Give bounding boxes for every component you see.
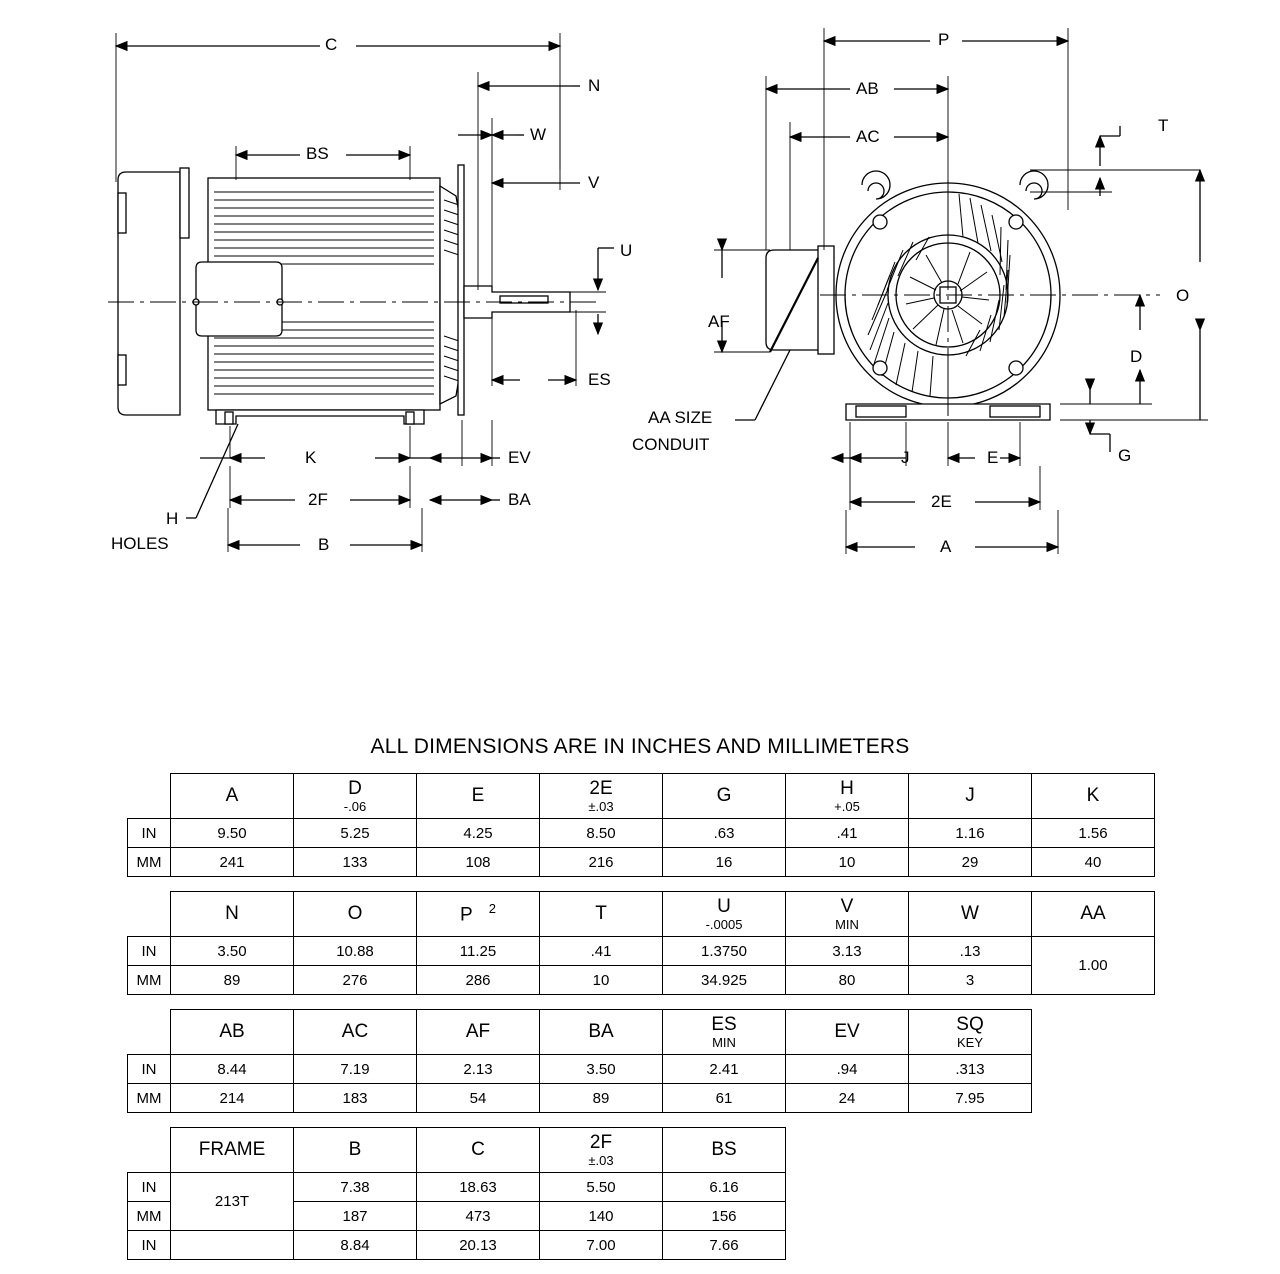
col-header-BA (540, 1010, 663, 1055)
cell-D-in: 5.25 (294, 819, 417, 848)
col-header-B-main: B (348, 1139, 362, 1160)
cell-SQKEY-in: .313 (909, 1055, 1032, 1084)
col-header-FRAME-main: FRAME (198, 1139, 266, 1160)
unit-label-mm: MM (128, 1084, 171, 1113)
cell-AF-mm: 54 (417, 1084, 540, 1113)
col-header-G (663, 774, 786, 819)
col-header-P-note: 2 (488, 901, 496, 917)
dimension-label-AB: AB (856, 79, 879, 98)
table-row (128, 1055, 1032, 1084)
col-header-P (417, 892, 540, 937)
col-header-U (663, 892, 786, 937)
table-row (128, 937, 1155, 966)
table-row (128, 966, 1155, 995)
col-header-2F-sub: ±.03 (588, 1153, 614, 1169)
unit-corner-cell (128, 774, 171, 819)
col-header-ES-main: ES (711, 1014, 737, 1036)
dimension-label-J: J (901, 448, 910, 467)
col-header-SQ-main: SQ (956, 1014, 984, 1036)
dimension-label-2E: 2E (931, 492, 952, 511)
col-header-U-main: U (717, 896, 731, 918)
col-header-AB (171, 1010, 294, 1055)
col-header-AA (1032, 892, 1155, 937)
dimension-label-D: D (1130, 347, 1143, 366)
cell-N-in: 3.50 (171, 937, 294, 966)
dimension-tables (0, 735, 1280, 1274)
col-header-EV-main: EV (834, 1021, 860, 1042)
col-header-T (540, 892, 663, 937)
cell-W-mm: 3 (909, 966, 1032, 995)
cell-K-in: 1.56 (1032, 819, 1155, 848)
unit-label-mm: MM (128, 966, 171, 995)
cell-BA-in: 3.50 (540, 1055, 663, 1084)
cell-C-in-row1: 18.63 (417, 1173, 540, 1202)
col-header-K-main: K (1086, 785, 1100, 806)
cell-C-in-row2: 20.13 (417, 1231, 540, 1260)
cell-SQKEY-mm: 7.95 (909, 1084, 1032, 1113)
cell-AC-mm: 183 (294, 1084, 417, 1113)
dimension-label-BA: BA (508, 490, 531, 509)
dimension-label-holes: HOLES (111, 534, 169, 553)
cell-AA-value: 1.00 (1032, 937, 1155, 995)
dimension-label-ES: ES (588, 370, 611, 389)
dimension-label-BS: BS (306, 144, 329, 163)
dimension-label-conduit: CONDUIT (632, 435, 710, 454)
col-header-BS-main: BS (711, 1139, 737, 1160)
dimension-label-aa-size: AA SIZE (648, 408, 713, 427)
table-row (128, 848, 1155, 877)
dimension-label-B: B (318, 535, 330, 554)
col-header-H-main: H (840, 778, 854, 800)
col-header-D-sub: -.06 (343, 799, 367, 815)
cell-J-in: 1.16 (909, 819, 1032, 848)
col-header-W (909, 892, 1032, 937)
col-header-B (294, 1128, 417, 1173)
col-header-E (417, 774, 540, 819)
cell-V-in: 3.13 (786, 937, 909, 966)
cell-O-in: 10.88 (294, 937, 417, 966)
dimension-table-3 (127, 1009, 1032, 1113)
col-header-W-main: W (961, 903, 979, 924)
cell-P-in: 11.25 (417, 937, 540, 966)
cell-A-mm: 241 (171, 848, 294, 877)
table-row (128, 1084, 1032, 1113)
dimension-label-G: G (1118, 446, 1132, 465)
table-header-row (128, 774, 1155, 819)
col-header-2E-main: 2E (589, 778, 613, 800)
dimension-table-2 (127, 891, 1155, 995)
cell-B-in-row1: 7.38 (294, 1173, 417, 1202)
col-header-2E (540, 774, 663, 819)
cell-P-mm: 286 (417, 966, 540, 995)
dimension-label-EV: EV (508, 448, 531, 467)
table-row (128, 1231, 786, 1260)
dimension-table-1 (127, 773, 1155, 877)
cell-2F-in-row1: 5.50 (540, 1173, 663, 1202)
col-header-J-main: J (965, 785, 975, 806)
col-header-P-main: P (460, 904, 473, 926)
col-header-D-main: D (348, 778, 362, 800)
col-header-C (417, 1128, 540, 1173)
cell-N-mm: 89 (171, 966, 294, 995)
col-header-D (294, 774, 417, 819)
cell-frame-row2 (171, 1231, 294, 1260)
cell-B-mm-row1: 187 (294, 1202, 417, 1231)
col-header-H-sub: +.05 (834, 799, 860, 815)
cell-U-mm: 34.925 (663, 966, 786, 995)
dimension-label-W: W (530, 125, 547, 144)
cell-H-in: .41 (786, 819, 909, 848)
dimension-label-E: E (987, 448, 999, 467)
col-header-EV (786, 1010, 909, 1055)
col-header-E-main: E (471, 785, 485, 806)
dimension-label-AF: AF (708, 312, 730, 331)
col-header-O-main: O (347, 903, 363, 924)
tables-title: ALL DIMENSIONS ARE IN INCHES AND MILLIMETERS (370, 735, 910, 758)
col-header-2F-main: 2F (589, 1132, 613, 1154)
cell-EV-mm: 24 (786, 1084, 909, 1113)
cell-D-mm: 133 (294, 848, 417, 877)
unit-label-in: IN (128, 1055, 171, 1084)
col-header-J (909, 774, 1032, 819)
unit-corner-cell (128, 892, 171, 937)
col-header-AF-main: AF (465, 1021, 491, 1042)
cell-AB-mm: 214 (171, 1084, 294, 1113)
cell-BS-in-row1: 6.16 (663, 1173, 786, 1202)
dimension-label-T: T (1158, 116, 1169, 135)
dimension-table-4 (127, 1127, 786, 1260)
cell-O-mm: 276 (294, 966, 417, 995)
cell-B-in-row2: 8.84 (294, 1231, 417, 1260)
cell-T-mm: 10 (540, 966, 663, 995)
dimension-label-2F: 2F (308, 490, 328, 509)
cell-K-mm: 40 (1032, 848, 1155, 877)
unit-label-mm: MM (128, 848, 171, 877)
cell-BS-mm-row1: 156 (663, 1202, 786, 1231)
dimension-label-U: U (620, 241, 633, 260)
cell-T-in: .41 (540, 937, 663, 966)
unit-label-in: IN (128, 1231, 171, 1260)
cell-2F-mm-row1: 140 (540, 1202, 663, 1231)
table-row (128, 1173, 786, 1202)
dimension-label-H: H (166, 509, 179, 528)
unit-corner-cell (128, 1128, 171, 1173)
col-header-N-main: N (225, 903, 239, 924)
col-header-AC (294, 1010, 417, 1055)
col-header-T-main: T (595, 903, 607, 924)
cell-ES-mm: 61 (663, 1084, 786, 1113)
col-header-G-main: G (716, 785, 732, 806)
cell-G-mm: 16 (663, 848, 786, 877)
cell-BS-in-row2: 7.66 (663, 1231, 786, 1260)
cell-AF-in: 2.13 (417, 1055, 540, 1084)
unit-label-mm: MM (128, 1202, 171, 1231)
cell-frame-213T: 213T (171, 1173, 294, 1231)
col-header-U-sub: -.0005 (705, 917, 743, 933)
col-header-AF (417, 1010, 540, 1055)
cell-E-in: 4.25 (417, 819, 540, 848)
col-header-FRAME (171, 1128, 294, 1173)
col-header-V (786, 892, 909, 937)
dimension-label-P: P (938, 30, 950, 49)
col-header-2F (540, 1128, 663, 1173)
cell-AC-in: 7.19 (294, 1055, 417, 1084)
cell-C-mm-row1: 473 (417, 1202, 540, 1231)
cell-AB-in: 8.44 (171, 1055, 294, 1084)
unit-label-in: IN (128, 937, 171, 966)
table-header-row (128, 892, 1155, 937)
table-row (128, 819, 1155, 848)
dimension-label-N: N (588, 76, 601, 95)
cell-EV-in: .94 (786, 1055, 909, 1084)
cell-U-in: 1.3750 (663, 937, 786, 966)
dimension-label-V: V (588, 173, 600, 192)
col-header-O (294, 892, 417, 937)
cell-G-in: .63 (663, 819, 786, 848)
col-header-V-main: V (840, 896, 854, 918)
col-header-AA-main: AA (1080, 903, 1106, 924)
col-header-H (786, 774, 909, 819)
table-header-row (128, 1010, 1032, 1055)
dimension-label-K: K (305, 448, 317, 467)
unit-label-in: IN (128, 1173, 171, 1202)
col-header-A-main: A (225, 785, 239, 806)
dimension-label-O: O (1176, 286, 1190, 305)
col-header-SQ-KEY (909, 1010, 1032, 1055)
cell-A-in: 9.50 (171, 819, 294, 848)
dimension-label-C: C (325, 35, 338, 54)
table-header-row (128, 1128, 786, 1173)
col-header-AC-main: AC (341, 1021, 369, 1042)
col-header-BS (663, 1128, 786, 1173)
drawing-svg (0, 0, 1280, 600)
unit-label-in: IN (128, 819, 171, 848)
col-header-A (171, 774, 294, 819)
motor-dimension-drawing (0, 0, 1280, 600)
cell-V-mm: 80 (786, 966, 909, 995)
col-header-N (171, 892, 294, 937)
cell-2F-in-row2: 7.00 (540, 1231, 663, 1260)
cell-J-mm: 29 (909, 848, 1032, 877)
cell-W-in: .13 (909, 937, 1032, 966)
cell-H-mm: 10 (786, 848, 909, 877)
cell-2E-mm: 216 (540, 848, 663, 877)
dimension-label-A: A (940, 537, 952, 556)
cell-BA-mm: 89 (540, 1084, 663, 1113)
col-header-K (1032, 774, 1155, 819)
col-header-V-sub: MIN (835, 917, 859, 933)
col-header-ES (663, 1010, 786, 1055)
cell-ES-in: 2.41 (663, 1055, 786, 1084)
col-header-2E-sub: ±.03 (588, 799, 614, 815)
col-header-AB-main: AB (219, 1021, 245, 1042)
unit-corner-cell (128, 1010, 171, 1055)
col-header-BA-main: BA (588, 1021, 614, 1042)
cell-2E-in: 8.50 (540, 819, 663, 848)
col-header-C-main: C (471, 1139, 485, 1160)
dimension-label-AC: AC (856, 127, 880, 146)
cell-E-mm: 108 (417, 848, 540, 877)
col-header-SQ-sub: KEY (956, 1035, 983, 1051)
col-header-ES-sub: MIN (712, 1035, 736, 1051)
